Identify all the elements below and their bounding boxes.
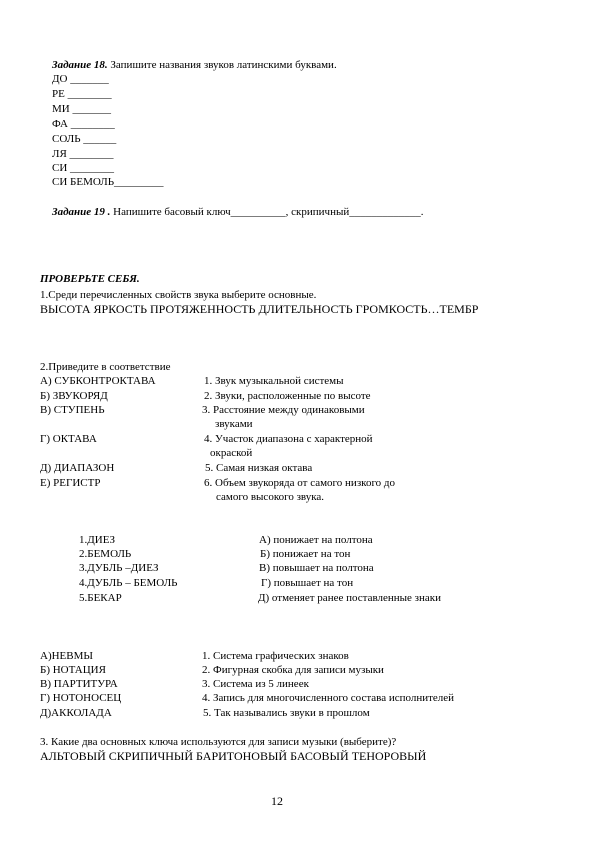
task18-note-1: ДО _______ — [52, 73, 109, 85]
q3-text: 3. Какие два основных ключа используются для записи музыки (выберите)? — [40, 736, 397, 748]
task18-note-2: РЕ ________ — [52, 88, 112, 100]
notation-right-3: 3. Система из 5 линеек — [202, 678, 309, 690]
check-heading: ПРОВЕРЬТЕ СЕБЯ. — [40, 273, 140, 285]
task18-note-7: СИ ________ — [52, 162, 115, 174]
q2-left-4: Г) ОКТАВА — [40, 433, 97, 445]
q1-options: ВЫСОТА ЯРКОСТЬ ПРОТЯЖЕННОСТЬ ДЛИТЕЛЬНОСТЬ ГРОМКОСТЬ…ТЕМБР — [40, 302, 479, 316]
signs-left-5: 5.БЕКАР — [79, 592, 122, 604]
q2-text: 2.Приведите в соответствие — [40, 361, 171, 373]
q3-options: АЛЬТОВЫЙ СКРИПИЧНЫЙ БАРИТОНОВЫЙ БАСОВЫЙ ТЕНОРОВЫЙ — [40, 749, 427, 763]
task18-label: Задание 18. — [52, 59, 108, 71]
q2-left-5: Д) ДИАПАЗОН — [40, 462, 115, 474]
q2-right-6: 6. Объем звукоряда от самого низкого до — [204, 477, 396, 489]
notation-right-1: 1. Система графических знаков — [202, 650, 349, 662]
q2-right-3: 3. Расстояние между одинаковыми — [202, 404, 365, 416]
task19-text: Напишите басовый ключ__________, скрипичный_____________. — [110, 206, 424, 218]
page-number: 12 — [271, 794, 283, 808]
q2-left-1: А) СУБКОНТРОКТАВА — [40, 375, 156, 387]
signs-right-5: Д) отменяет ранее поставленные знаки — [258, 592, 442, 604]
q2-right-2: 2. Звуки, расположенные по высоте — [204, 390, 371, 402]
task18-heading — [52, 58, 337, 72]
task19-heading — [52, 205, 424, 219]
q2-right-3b: звуками — [215, 418, 253, 430]
notation-right-2: 2. Фигурная скобка для записи музыки — [202, 664, 384, 676]
signs-left-2: 2.БЕМОЛЬ — [79, 548, 132, 560]
signs-left-4: 4.ДУБЛЬ – БЕМОЛЬ — [79, 577, 178, 589]
signs-right-1: А) понижает на полтона — [259, 534, 373, 546]
q2-right-1: 1. Звук музыкальной системы — [204, 375, 344, 387]
notation-left-5: Д)АККОЛАДА — [40, 707, 112, 719]
notation-left-4: Г) НОТОНОСЕЦ — [40, 692, 122, 704]
signs-right-3: В) повышает на полтона — [259, 562, 374, 574]
task18-note-4: ФА ________ — [52, 118, 115, 130]
task18-note-6: ЛЯ ________ — [52, 148, 114, 160]
task18-text: Запишите названия звуков латинскими буквами. — [107, 59, 337, 71]
task19-label: Задание 19 . — [52, 206, 111, 218]
signs-right-4: Г) повышает на тон — [261, 577, 354, 589]
notation-right-4: 4. Запись для многочисленного состава исполнителей — [202, 692, 455, 704]
task18-note-5: СОЛЬ ______ — [52, 133, 117, 145]
signs-left-3: 3.ДУБЛЬ –ДИЕЗ — [79, 562, 159, 574]
task18-note-8: СИ БЕМОЛЬ_________ — [52, 176, 164, 188]
notation-right-5: 5. Так назывались звуки в прошлом — [203, 707, 370, 719]
notation-left-1: А)НЕВМЫ — [40, 650, 93, 662]
notation-left-2: Б) НОТАЦИЯ — [40, 664, 106, 676]
q2-left-3: В) СТУПЕНЬ — [40, 404, 105, 416]
q2-right-4: 4. Участок диапазона с характерной — [204, 433, 373, 445]
q2-left-6: Е) РЕГИСТР — [40, 477, 101, 489]
q1-text: 1.Среди перечисленных свойств звука выберите основные. — [40, 289, 317, 301]
notation-left-3: В) ПАРТИТУРА — [40, 678, 118, 690]
q2-right-6b: самого высокого звука. — [216, 491, 325, 503]
q2-right-4b: окраской — [210, 447, 253, 459]
signs-left-1: 1.ДИЕЗ — [79, 534, 116, 546]
signs-right-2: Б) понижает на тон — [260, 548, 351, 560]
q2-right-5: 5. Самая низкая октава — [205, 462, 313, 474]
task18-note-3: МИ _______ — [52, 103, 111, 115]
q2-left-2: Б) ЗВУКОРЯД — [40, 390, 108, 402]
